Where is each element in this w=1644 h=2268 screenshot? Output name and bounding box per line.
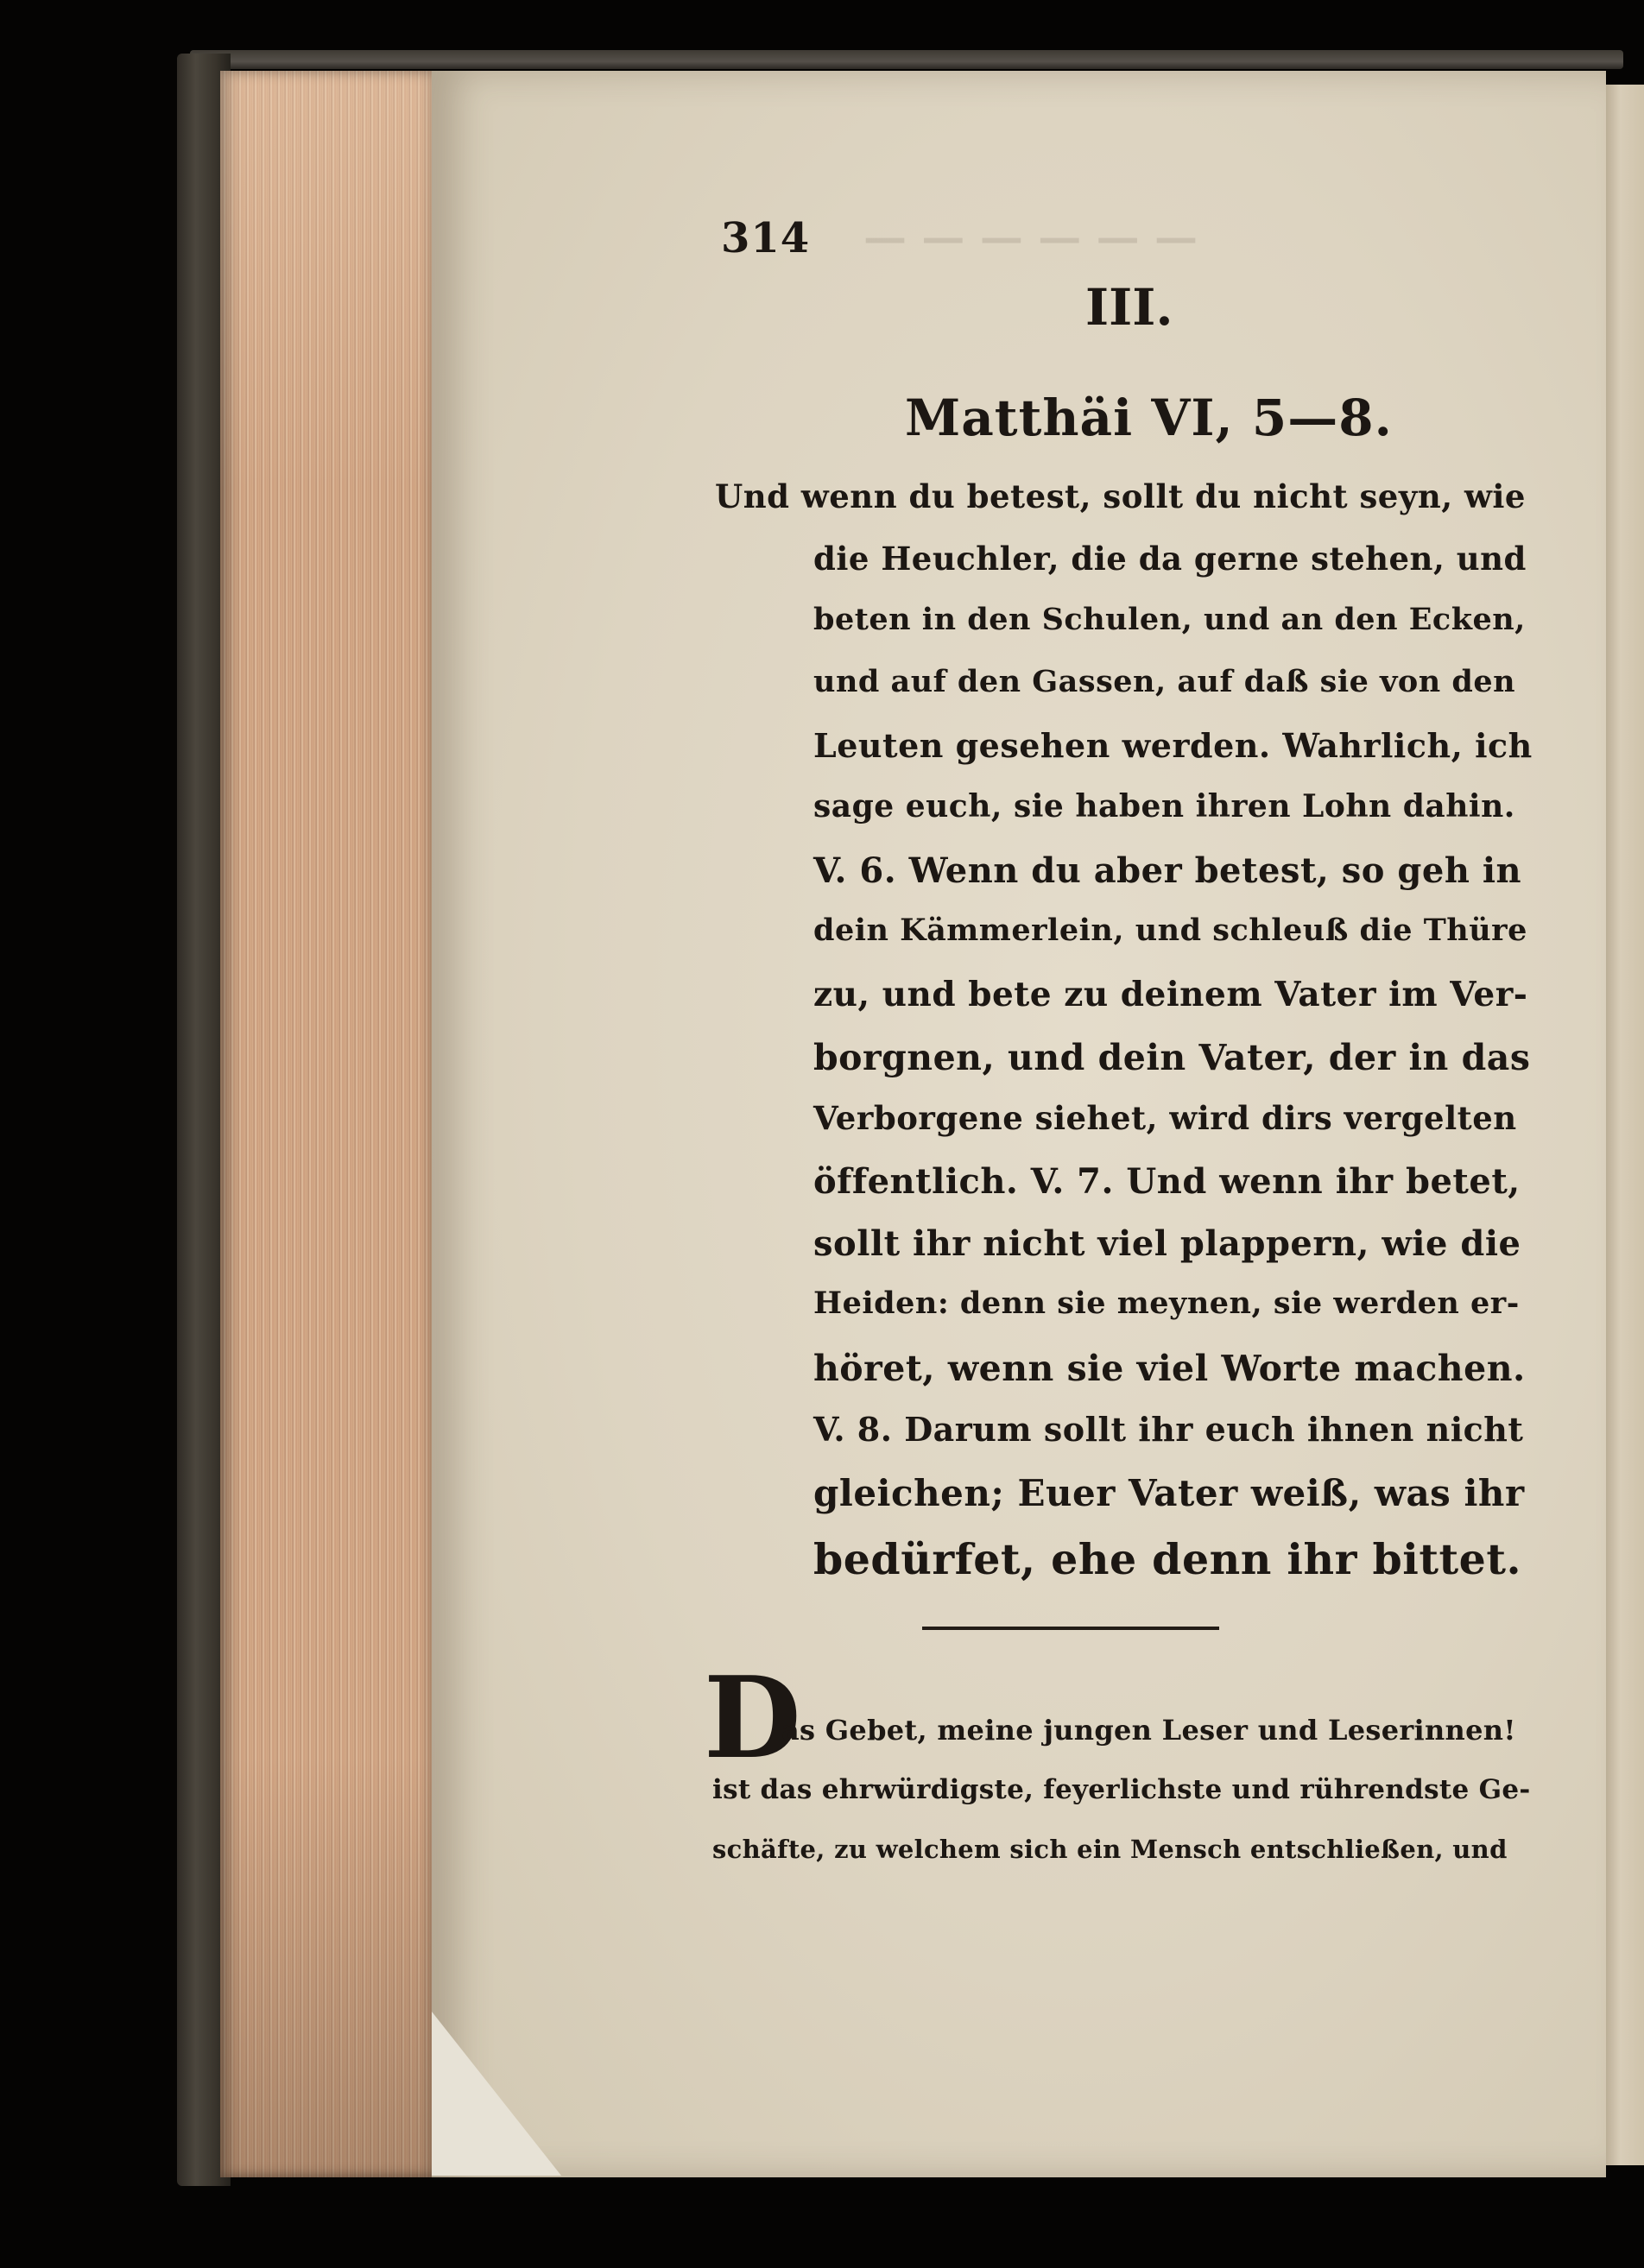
section-divider-rule <box>922 1627 1219 1630</box>
scripture-reference: Matthäi VI, 5—8. <box>905 389 1393 447</box>
verse-line: zu, und bete zu deinem Vater im Ver- <box>813 975 1528 1014</box>
page-number: 314 <box>721 214 811 262</box>
verse-line: V. 6. Wenn du aber betest, so geh in <box>813 850 1522 891</box>
book-cover-top-edge <box>190 50 1623 69</box>
verse-line: höret, wenn sie viel Worte machen. <box>813 1348 1526 1389</box>
bleed-through-text: — — — — — — <box>863 212 1198 262</box>
body-text-line: schäfte, zu welchem sich ein Mensch entschließen, und <box>712 1835 1508 1864</box>
page-edges-shade <box>220 71 436 2177</box>
verse-line: dein Kämmerlein, und schleuß die Thüre <box>813 913 1527 948</box>
verse-line: borgnen, und dein Vater, der in das <box>813 1037 1531 1078</box>
drop-cap-initial: D <box>704 1652 801 1784</box>
section-number: III. <box>1085 278 1173 337</box>
verse-line: V. 8. Darum sollt ihr euch ihnen nicht <box>813 1410 1524 1449</box>
verse-line: Und wenn du betest, sollt du nicht seyn, wie <box>715 477 1526 515</box>
verse-line: sage euch, sie haben ihren Lohn dahin. <box>813 788 1515 824</box>
verse-line: Leuten gesehen werden. Wahrlich, ich <box>813 726 1533 765</box>
body-text-line: as Gebet, meine jungen Leser und Leserinnen! <box>781 1714 1516 1747</box>
verse-line: Verborgene siehet, wird dirs vergelten <box>813 1099 1517 1137</box>
verse-line: bedürfet, ehe denn ihr bittet. <box>813 1534 1522 1584</box>
body-text-line: ist das ehrwürdigste, feyerlichste und rührendste Ge- <box>712 1774 1531 1805</box>
verse-line: gleichen; Euer Vater weiß, was ihr <box>813 1472 1525 1514</box>
verse-line: Heiden: denn sie meynen, sie werden er- <box>813 1286 1520 1321</box>
verse-line: sollt ihr nicht viel plappern, wie die <box>813 1223 1521 1264</box>
verse-line: beten in den Schulen, und an den Ecken, <box>813 602 1526 637</box>
next-page-edge <box>1604 85 1644 2165</box>
page-corner-fold <box>432 2012 561 2176</box>
verse-line: die Heuchler, die da gerne stehen, und <box>813 540 1527 578</box>
verse-line: öffentlich. V. 7. Und wenn ihr betet, <box>813 1161 1521 1202</box>
verse-line: und auf den Gassen, auf daß sie von den <box>813 664 1516 699</box>
